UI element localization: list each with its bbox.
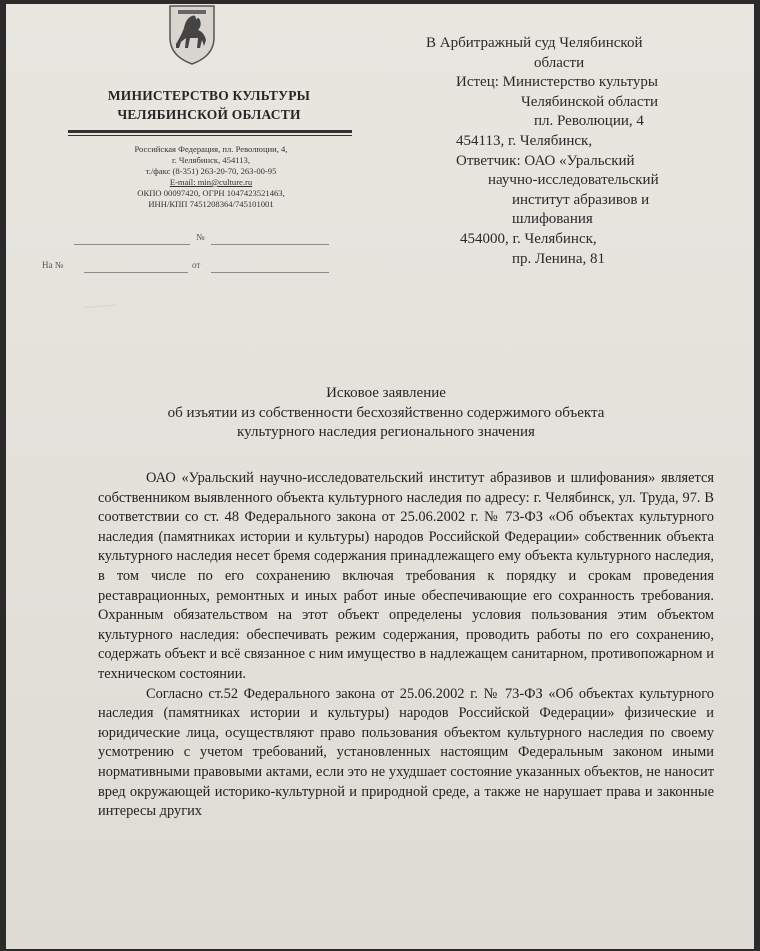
document-body (98, 469, 714, 822)
address-line: пр. Ленина, 81 (512, 250, 605, 267)
address-line: области (534, 54, 585, 71)
reference-date-blank (211, 260, 329, 273)
body-paragraph-1: ОАО «Уральский научно-исследовательский институт абразивов и шлифования» является собственником выявленного объекта культурного наследия по адресу: г. Челябинск, ул. Труда, 97. В соответствии со ст. 48 Федерального закона от 25.06.2002 г. № 73-ФЗ «Об объектах культурного наследия (памятниках истории и культуры) народов Российской Федерации» собственник объекта культурного наследия несет бремя содержания принадлежащего ему объекта культурного наследия, в том числе по его сохранению включая требования к порядку и срокам проведения реставрационных, ремонтных и иных работ иные обеспечивающие его сохранность требования. Охранным обязательством на этот объект определены условия пользования этим объектом культурного наследия: обеспечивать режим содержания, проводить работы по его сохранению, содержать объект и всё связанное с ним имущество в надлежащем санитарном, противопожарном и техническом состоянии. (98, 470, 714, 682)
number-sign-label: № (196, 232, 205, 242)
ministry-name (94, 86, 324, 124)
letterhead-divider-thin (68, 135, 352, 136)
contact-email: E-mail: min@culture.ru (169, 177, 253, 187)
contact-line: ИНН/КПП 7451208364/745101001 (148, 199, 274, 209)
title-line1: Исковое заявление (326, 385, 446, 401)
address-line: 454000, г. Челябинск, (460, 230, 597, 247)
faint-handwriting-mark: ~~~~~~ (83, 300, 117, 314)
contact-line: ОКПО 00097420, ОГРН 1047423521463, (137, 188, 285, 198)
body-paragraph-2: Согласно ст.52 Федерального закона от 25.06.2002 г. № 73-ФЗ «Об объектах культурного наследия (памятниках истории и культуры) народов Российской Федерации» физические и юридические лица, осуществляют право пользования объектом культурного наследия по своему усмотрению с учетом требований, установленных настоящим Федеральным законом иными нормативными правовыми актами, если это не ухудшает состояние указанных объектов, не наносит вред окружающей историко-культурной и природной среде, а также не нарушает права и законные интересы других (98, 685, 714, 820)
contact-line: т./факс (8-351) 263-20-70, 263-00-95 (145, 166, 277, 176)
letterhead-divider-thick (68, 130, 352, 133)
reference-from-label: от (192, 260, 201, 270)
outgoing-date-blank (74, 232, 190, 245)
address-line: Челябинской области (521, 93, 659, 110)
coat-of-arms-emblem (166, 4, 218, 66)
address-block (426, 34, 746, 269)
address-line: В Арбитражный суд Челябинской (426, 35, 643, 51)
outgoing-number-blank (211, 232, 329, 245)
reference-prefix-label: На № (42, 260, 64, 270)
address-line: Ответчик: ОАО «Уральский (456, 152, 635, 169)
title-line2: об изъятии из собственности бесхозяйственно содержимого объекта (167, 404, 605, 421)
address-line: пл. Революции, 4 (534, 113, 644, 130)
address-line: научно-исследовательский (488, 172, 659, 189)
address-line: шлифования (512, 211, 593, 228)
reference-number-blank (84, 260, 188, 273)
ministry-name-line1: МИНИСТЕРСТВО КУЛЬТУРЫ (107, 88, 311, 103)
contact-line: г. Челябинск, 454113, (172, 155, 250, 165)
ministry-contacts (76, 144, 346, 210)
address-line: Истец: Министерство культуры (456, 74, 658, 91)
title-line3: культурного наследия регионального значения (237, 424, 535, 440)
ministry-name-line2: ЧЕЛЯБИНСКОЙ ОБЛАСТИ (117, 107, 301, 122)
contact-line: Российская Федерация, пл. Революции, 4, (134, 144, 288, 154)
address-line: институт абразивов и (512, 191, 650, 208)
document-title (26, 384, 746, 443)
address-line: 454113, г. Челябинск, (456, 132, 593, 149)
document-page (6, 4, 754, 949)
